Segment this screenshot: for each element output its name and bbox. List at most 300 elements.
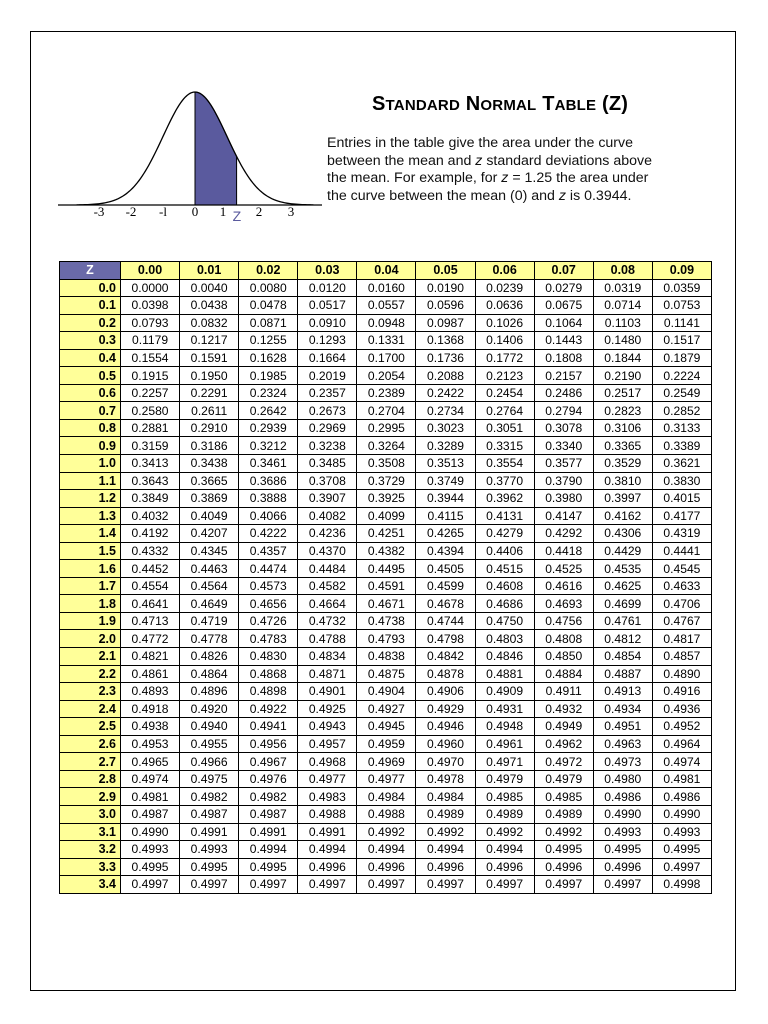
table-cell: 0.4830 [239, 648, 298, 666]
table-cell: 0.2190 [593, 367, 652, 385]
table-cell: 0.3106 [593, 419, 652, 437]
table-cell: 0.4931 [475, 700, 534, 718]
table-cell: 0.2324 [239, 384, 298, 402]
table-cell: 0.3508 [357, 455, 416, 473]
row-header: 3.2 [60, 841, 121, 859]
table-cell: 0.0279 [534, 279, 593, 297]
table-cell: 0.4996 [357, 858, 416, 876]
table-cell: 0.4986 [652, 788, 711, 806]
table-cell: 0.4783 [239, 630, 298, 648]
table-cell: 0.4370 [298, 542, 357, 560]
table-cell: 0.4429 [593, 542, 652, 560]
table-cell: 0.4896 [180, 683, 239, 701]
table-cell: 0.2939 [239, 419, 298, 437]
table-cell: 0.4664 [298, 595, 357, 613]
table-cell: 0.1985 [239, 367, 298, 385]
table-cell: 0.1664 [298, 349, 357, 367]
row-header: 0.5 [60, 367, 121, 385]
table-cell: 0.4996 [416, 858, 475, 876]
table-cell: 0.3577 [534, 455, 593, 473]
table-cell: 0.4693 [534, 595, 593, 613]
table-header-row [60, 262, 712, 280]
table-cell: 0.4854 [593, 648, 652, 666]
table-cell: 0.2704 [357, 402, 416, 420]
table-cell: 0.3051 [475, 419, 534, 437]
table-cell: 0.4236 [298, 525, 357, 543]
table-cell: 0.4984 [357, 788, 416, 806]
table-cell: 0.3980 [534, 490, 593, 508]
table-cell: 0.4871 [298, 665, 357, 683]
table-cell: 0.4319 [652, 525, 711, 543]
table-cell: 0.4993 [121, 841, 180, 859]
table-cell: 0.0398 [121, 297, 180, 315]
table-cell: 0.4982 [239, 788, 298, 806]
table-cell: 0.4990 [652, 805, 711, 823]
table-row [60, 279, 712, 297]
table-cell: 0.4961 [475, 735, 534, 753]
table-cell: 0.4418 [534, 542, 593, 560]
table-cell: 0.1628 [239, 349, 298, 367]
row-header: 3.3 [60, 858, 121, 876]
table-cell: 0.3529 [593, 455, 652, 473]
table-cell: 0.4946 [416, 718, 475, 736]
table-cell: 0.4972 [534, 753, 593, 771]
table-cell: 0.4987 [121, 805, 180, 823]
table-cell: 0.4988 [357, 805, 416, 823]
table-cell: 0.3708 [298, 472, 357, 490]
table-cell: 0.4846 [475, 648, 534, 666]
table-cell: 0.3212 [239, 437, 298, 455]
table-cell: 0.2088 [416, 367, 475, 385]
table-cell: 0.4955 [180, 735, 239, 753]
table-cell: 0.4979 [534, 770, 593, 788]
table-cell: 0.4932 [534, 700, 593, 718]
table-cell: 0.2611 [180, 402, 239, 420]
table-cell: 0.3810 [593, 472, 652, 490]
table-cell: 0.4535 [593, 560, 652, 578]
table-row [60, 314, 712, 332]
table-cell: 0.4981 [121, 788, 180, 806]
table-row [60, 560, 712, 578]
table-cell: 0.4995 [534, 841, 593, 859]
table-cell: 0.1700 [357, 349, 416, 367]
table-cell: 0.3770 [475, 472, 534, 490]
table-cell: 0.4997 [239, 876, 298, 894]
table-cell: 0.4992 [534, 823, 593, 841]
table-cell: 0.4495 [357, 560, 416, 578]
table-cell: 0.4953 [121, 735, 180, 753]
table-cell: 0.3078 [534, 419, 593, 437]
table-cell: 0.3438 [180, 455, 239, 473]
table-cell: 0.4976 [239, 770, 298, 788]
table-cell: 0.4977 [357, 770, 416, 788]
table-cell: 0.4515 [475, 560, 534, 578]
table-row [60, 788, 712, 806]
table-cell: 0.4983 [298, 788, 357, 806]
table-cell: 0.4997 [121, 876, 180, 894]
row-header: 2.7 [60, 753, 121, 771]
table-row [60, 735, 712, 753]
table-cell: 0.1736 [416, 349, 475, 367]
row-header: 1.2 [60, 490, 121, 508]
table-cell: 0.4922 [239, 700, 298, 718]
table-cell: 0.4960 [416, 735, 475, 753]
table-cell: 0.0675 [534, 297, 593, 315]
table-row [60, 876, 712, 894]
row-header: 1.7 [60, 577, 121, 595]
table-cell: 0.3830 [652, 472, 711, 490]
table-cell: 0.4251 [357, 525, 416, 543]
table-cell: 0.4452 [121, 560, 180, 578]
table-cell: 0.4678 [416, 595, 475, 613]
table-cell: 0.2794 [534, 402, 593, 420]
table-cell: 0.4864 [180, 665, 239, 683]
table-row [60, 455, 712, 473]
table-cell: 0.4974 [121, 770, 180, 788]
table-cell: 0.4750 [475, 612, 534, 630]
table-row [60, 367, 712, 385]
table-cell: 0.4357 [239, 542, 298, 560]
table-row [60, 612, 712, 630]
table-row [60, 419, 712, 437]
table-cell: 0.4963 [593, 735, 652, 753]
row-header: 1.6 [60, 560, 121, 578]
row-header: 2.9 [60, 788, 121, 806]
table-cell: 0.4969 [357, 753, 416, 771]
row-header: 1.3 [60, 507, 121, 525]
table-cell: 0.4641 [121, 595, 180, 613]
table-cell: 0.2852 [652, 402, 711, 420]
table-cell: 0.4826 [180, 648, 239, 666]
tick-label: 1 [219, 204, 227, 219]
table-cell: 0.4987 [180, 805, 239, 823]
table-cell: 0.4671 [357, 595, 416, 613]
table-cell: 0.4147 [534, 507, 593, 525]
table-cell: 0.0478 [239, 297, 298, 315]
table-cell: 0.1808 [534, 349, 593, 367]
row-header: 0.0 [60, 279, 121, 297]
table-cell: 0.4970 [416, 753, 475, 771]
table-row [60, 402, 712, 420]
table-cell: 0.1480 [593, 332, 652, 350]
table-cell: 0.4989 [475, 805, 534, 823]
table-cell: 0.4996 [475, 858, 534, 876]
table-cell: 0.0596 [416, 297, 475, 315]
table-cell: 0.4812 [593, 630, 652, 648]
table-cell: 0.4713 [121, 612, 180, 630]
table-cell: 0.3869 [180, 490, 239, 508]
table-cell: 0.1293 [298, 332, 357, 350]
table-cell: 0.4049 [180, 507, 239, 525]
table-cell: 0.4995 [593, 841, 652, 859]
row-header: 2.0 [60, 630, 121, 648]
table-cell: 0.4884 [534, 665, 593, 683]
table-row [60, 770, 712, 788]
table-cell: 0.4582 [298, 577, 357, 595]
table-cell: 0.1772 [475, 349, 534, 367]
table-cell: 0.4382 [357, 542, 416, 560]
table-cell: 0.4957 [298, 735, 357, 753]
table-cell: 0.4994 [298, 841, 357, 859]
table-cell: 0.4993 [652, 823, 711, 841]
table-cell: 0.4505 [416, 560, 475, 578]
table-cell: 0.2734 [416, 402, 475, 420]
row-header: 0.4 [60, 349, 121, 367]
z-marker-label: Z [232, 208, 242, 224]
desc-line-2: between the mean and z standard deviations above [327, 152, 652, 169]
table-cell: 0.4798 [416, 630, 475, 648]
table-cell: 0.2673 [298, 402, 357, 420]
row-header: 3.0 [60, 805, 121, 823]
table-cell: 0.4772 [121, 630, 180, 648]
table-cell: 0.4913 [593, 683, 652, 701]
table-cell: 0.2054 [357, 367, 416, 385]
row-header: 1.8 [60, 595, 121, 613]
table-cell: 0.4744 [416, 612, 475, 630]
table-cell: 0.4979 [475, 770, 534, 788]
normal-curve-svg [50, 78, 325, 228]
table-cell: 0.3485 [298, 455, 357, 473]
table-cell: 0.2995 [357, 419, 416, 437]
column-header: 0.05 [416, 262, 475, 280]
table-cell: 0.4192 [121, 525, 180, 543]
table-cell: 0.1591 [180, 349, 239, 367]
table-cell: 0.4997 [475, 876, 534, 894]
table-cell: 0.1368 [416, 332, 475, 350]
table-cell: 0.4967 [239, 753, 298, 771]
table-cell: 0.4945 [357, 718, 416, 736]
table-cell: 0.4943 [298, 718, 357, 736]
table-row [60, 332, 712, 350]
row-header: 2.8 [60, 770, 121, 788]
table-cell: 0.4292 [534, 525, 593, 543]
table-cell: 0.0517 [298, 297, 357, 315]
table-cell: 0.4994 [239, 841, 298, 859]
table-cell: 0.4987 [239, 805, 298, 823]
table-cell: 0.4573 [239, 577, 298, 595]
table-cell: 0.2517 [593, 384, 652, 402]
table-row [60, 718, 712, 736]
table-cell: 0.4992 [357, 823, 416, 841]
table-body [60, 279, 712, 893]
table-cell: 0.4996 [593, 858, 652, 876]
column-header: 0.04 [357, 262, 416, 280]
table-cell: 0.4463 [180, 560, 239, 578]
row-header: 2.5 [60, 718, 121, 736]
table-cell: 0.4842 [416, 648, 475, 666]
table-cell: 0.4767 [652, 612, 711, 630]
row-header: 1.0 [60, 455, 121, 473]
desc-line-3: the mean. For example, for z = 1.25 the area under [327, 170, 649, 186]
table-cell: 0.4984 [416, 788, 475, 806]
table-cell: 0.3023 [416, 419, 475, 437]
column-header: 0.03 [298, 262, 357, 280]
table-cell: 0.0832 [180, 314, 239, 332]
table-cell: 0.4756 [534, 612, 593, 630]
table-cell: 0.4971 [475, 753, 534, 771]
table-cell: 0.4997 [298, 876, 357, 894]
table-cell: 0.4699 [593, 595, 652, 613]
table-row [60, 648, 712, 666]
table-cell: 0.0040 [180, 279, 239, 297]
table-cell: 0.2486 [534, 384, 593, 402]
table-cell: 0.3315 [475, 437, 534, 455]
table-cell: 0.3849 [121, 490, 180, 508]
table-cell: 0.4032 [121, 507, 180, 525]
table-cell: 0.4941 [239, 718, 298, 736]
table-cell: 0.4938 [121, 718, 180, 736]
table-cell: 0.4949 [534, 718, 593, 736]
tick-label: 3 [287, 204, 295, 219]
table-cell: 0.3944 [416, 490, 475, 508]
table-cell: 0.4911 [534, 683, 593, 701]
desc-line-1: Entries in the table give the area under the curve [327, 135, 634, 151]
table-cell: 0.2019 [298, 367, 357, 385]
table-cell: 0.0714 [593, 297, 652, 315]
table-cell: 0.4909 [475, 683, 534, 701]
table-cell: 0.4973 [593, 753, 652, 771]
table-cell: 0.3389 [652, 437, 711, 455]
table-row [60, 542, 712, 560]
table-cell: 0.4993 [180, 841, 239, 859]
table-cell: 0.1443 [534, 332, 593, 350]
table-cell: 0.4554 [121, 577, 180, 595]
table-cell: 0.2422 [416, 384, 475, 402]
table-cell: 0.1064 [534, 314, 593, 332]
table-cell: 0.4959 [357, 735, 416, 753]
table-cell: 0.4981 [652, 770, 711, 788]
table-cell: 0.4898 [239, 683, 298, 701]
table-cell: 0.4649 [180, 595, 239, 613]
table-cell: 0.4131 [475, 507, 534, 525]
row-header: 0.7 [60, 402, 121, 420]
table-cell: 0.3365 [593, 437, 652, 455]
table-cell: 0.2910 [180, 419, 239, 437]
table-cell: 0.0319 [593, 279, 652, 297]
table-cell: 0.4968 [298, 753, 357, 771]
z-table [59, 261, 712, 894]
table-row [60, 472, 712, 490]
table-cell: 0.4857 [652, 648, 711, 666]
table-cell: 0.4994 [475, 841, 534, 859]
table-cell: 0.4966 [180, 753, 239, 771]
table-cell: 0.3888 [239, 490, 298, 508]
table-cell: 0.1879 [652, 349, 711, 367]
row-header: 3.1 [60, 823, 121, 841]
table-cell: 0.4951 [593, 718, 652, 736]
row-header: 2.2 [60, 665, 121, 683]
table-cell: 0.1217 [180, 332, 239, 350]
table-cell: 0.4878 [416, 665, 475, 683]
table-cell: 0.4986 [593, 788, 652, 806]
table-cell: 0.2823 [593, 402, 652, 420]
row-header: 2.3 [60, 683, 121, 701]
table-cell: 0.4738 [357, 612, 416, 630]
table-cell: 0.4940 [180, 718, 239, 736]
table-cell: 0.4162 [593, 507, 652, 525]
page-title: STANDARD NORMAL TABLE (Z) [372, 93, 629, 115]
row-header: 0.1 [60, 297, 121, 315]
table-cell: 0.4817 [652, 630, 711, 648]
table-cell: 0.4997 [416, 876, 475, 894]
table-cell: 0.4608 [475, 577, 534, 595]
tick-label: 2 [255, 204, 263, 219]
table-cell: 0.4996 [534, 858, 593, 876]
table-cell: 0.3133 [652, 419, 711, 437]
row-header: 1.1 [60, 472, 121, 490]
table-cell: 0.2642 [239, 402, 298, 420]
row-header: 0.9 [60, 437, 121, 455]
table-cell: 0.4808 [534, 630, 593, 648]
table-row [60, 805, 712, 823]
table-cell: 0.4994 [357, 841, 416, 859]
table-cell: 0.4732 [298, 612, 357, 630]
table-cell: 0.4099 [357, 507, 416, 525]
table-row [60, 349, 712, 367]
table-cell: 0.4962 [534, 735, 593, 753]
table-row [60, 577, 712, 595]
table-cell: 0.4927 [357, 700, 416, 718]
table-cell: 0.4279 [475, 525, 534, 543]
table-row [60, 437, 712, 455]
table-cell: 0.1255 [239, 332, 298, 350]
table-cell: 0.4066 [239, 507, 298, 525]
table-cell: 0.3925 [357, 490, 416, 508]
row-header: 3.4 [60, 876, 121, 894]
row-header: 1.9 [60, 612, 121, 630]
table-cell: 0.4925 [298, 700, 357, 718]
table-cell: 0.4868 [239, 665, 298, 683]
table-cell: 0.2580 [121, 402, 180, 420]
table-cell: 0.4998 [652, 876, 711, 894]
table-cell: 0.4306 [593, 525, 652, 543]
table-cell: 0.0793 [121, 314, 180, 332]
table-cell: 0.1179 [121, 332, 180, 350]
table-cell: 0.3159 [121, 437, 180, 455]
table-cell: 0.4991 [239, 823, 298, 841]
row-header: 0.3 [60, 332, 121, 350]
column-header: 0.09 [652, 262, 711, 280]
table-cell: 0.0948 [357, 314, 416, 332]
table-cell: 0.4990 [593, 805, 652, 823]
table-cell: 0.4964 [652, 735, 711, 753]
table-cell: 0.4989 [416, 805, 475, 823]
table-row [60, 858, 712, 876]
table-cell: 0.4394 [416, 542, 475, 560]
table-cell: 0.4995 [121, 858, 180, 876]
table-cell: 0.4952 [652, 718, 711, 736]
table-cell: 0.2549 [652, 384, 711, 402]
table-cell: 0.4901 [298, 683, 357, 701]
table-cell: 0.4978 [416, 770, 475, 788]
table-row [60, 525, 712, 543]
table-cell: 0.4988 [298, 805, 357, 823]
table-cell: 0.3289 [416, 437, 475, 455]
table-cell: 0.0987 [416, 314, 475, 332]
table-cell: 0.4616 [534, 577, 593, 595]
table-cell: 0.4332 [121, 542, 180, 560]
table-cell: 0.1844 [593, 349, 652, 367]
table-cell: 0.4956 [239, 735, 298, 753]
row-header: 1.4 [60, 525, 121, 543]
table-cell: 0.4929 [416, 700, 475, 718]
table-cell: 0.0190 [416, 279, 475, 297]
column-header: 0.08 [593, 262, 652, 280]
table-cell: 0.4850 [534, 648, 593, 666]
desc-line-4: the curve between the mean (0) and z is 0.3944. [327, 187, 632, 204]
table-cell: 0.4761 [593, 612, 652, 630]
column-header: 0.01 [180, 262, 239, 280]
